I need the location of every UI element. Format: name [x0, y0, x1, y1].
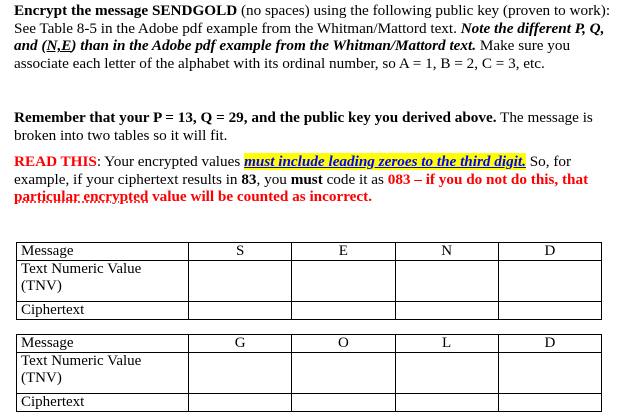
letter-cell: S: [189, 243, 292, 261]
table-row-ciphertext: [17, 302, 602, 320]
highlighted-rule: must include leading zeroes to the third digit.: [244, 153, 526, 170]
ciphertext-input-cell[interactable]: [498, 302, 601, 320]
read-this-label: READ THIS: [14, 153, 97, 170]
letter-cell: N: [395, 243, 498, 261]
letter-cell: E: [292, 243, 395, 261]
letter-cell: O: [292, 335, 395, 353]
row-label-ciphertext: Ciphertext: [17, 394, 189, 412]
tnv-input-cell[interactable]: [395, 353, 498, 394]
table-row-message: [17, 243, 602, 261]
ciphertext-input-cell[interactable]: [395, 394, 498, 412]
row-label-message: Message: [17, 335, 189, 353]
tnv-input-cell[interactable]: [189, 261, 292, 302]
message-keyword: SENDGOLD: [151, 2, 238, 19]
tnv-input-cell[interactable]: [292, 261, 395, 302]
table-row-tnv: [17, 261, 602, 302]
table-row-message: [17, 335, 602, 353]
ciphertext-input-cell[interactable]: [498, 394, 601, 412]
row-label-tnv: Text Numeric Value (TNV): [17, 353, 189, 394]
cipher-table-2: [16, 334, 602, 412]
letter-cell: D: [498, 243, 601, 261]
table-row-ciphertext: [17, 394, 602, 412]
row-label-tnv: Text Numeric Value (TNV): [17, 261, 189, 302]
cipher-table-1: [16, 242, 602, 320]
ciphertext-input-cell[interactable]: [189, 394, 292, 412]
letter-cell: G: [189, 335, 292, 353]
ciphertext-input-cell[interactable]: [189, 302, 292, 320]
reminder-paragraph: Remember that your P = 13, Q = 29, and the public key you derived above. The message is broken into two tables so it will fit.: [14, 109, 593, 144]
public-key-ref: N,E: [46, 37, 72, 55]
warning-paragraph: READ THIS: Your encrypted values must include leading zeroes to the third digit. So, for example, if your ciphertext results in 83, you must code it as 083 – if you do not do this, that particular encrypted value will be counted as incorrect.: [14, 153, 589, 206]
ciphertext-input-cell[interactable]: [395, 302, 498, 320]
ciphertext-input-cell[interactable]: [292, 394, 395, 412]
letter-cell: D: [498, 335, 601, 353]
letter-cell: L: [395, 335, 498, 353]
tnv-input-cell[interactable]: [292, 353, 395, 394]
tnv-input-cell[interactable]: [189, 353, 292, 394]
row-label-ciphertext: Ciphertext: [17, 302, 189, 320]
tnv-input-cell[interactable]: [498, 353, 601, 394]
encrypt-lead: Encrypt the message: [14, 2, 152, 19]
tnv-input-cell[interactable]: [395, 261, 498, 302]
table-row-tnv: [17, 353, 602, 394]
tnv-input-cell[interactable]: [498, 261, 601, 302]
instructions-paragraph: Encrypt the message SENDGOLD (no spaces) using the following public key (proven to work): See Table 8-5 in the Adobe pdf example from the Whitman/Mattord text. Note the different P, Q, and (N,E) than in the Adobe pdf example from the Whitman/Mattord text. Make sure you associate each letter of the alphabet with its ordinal number, so A = 1, B = 2, C = 3, etc.: [14, 2, 611, 72]
ciphertext-input-cell[interactable]: [292, 302, 395, 320]
row-label-message: Message: [17, 243, 189, 261]
